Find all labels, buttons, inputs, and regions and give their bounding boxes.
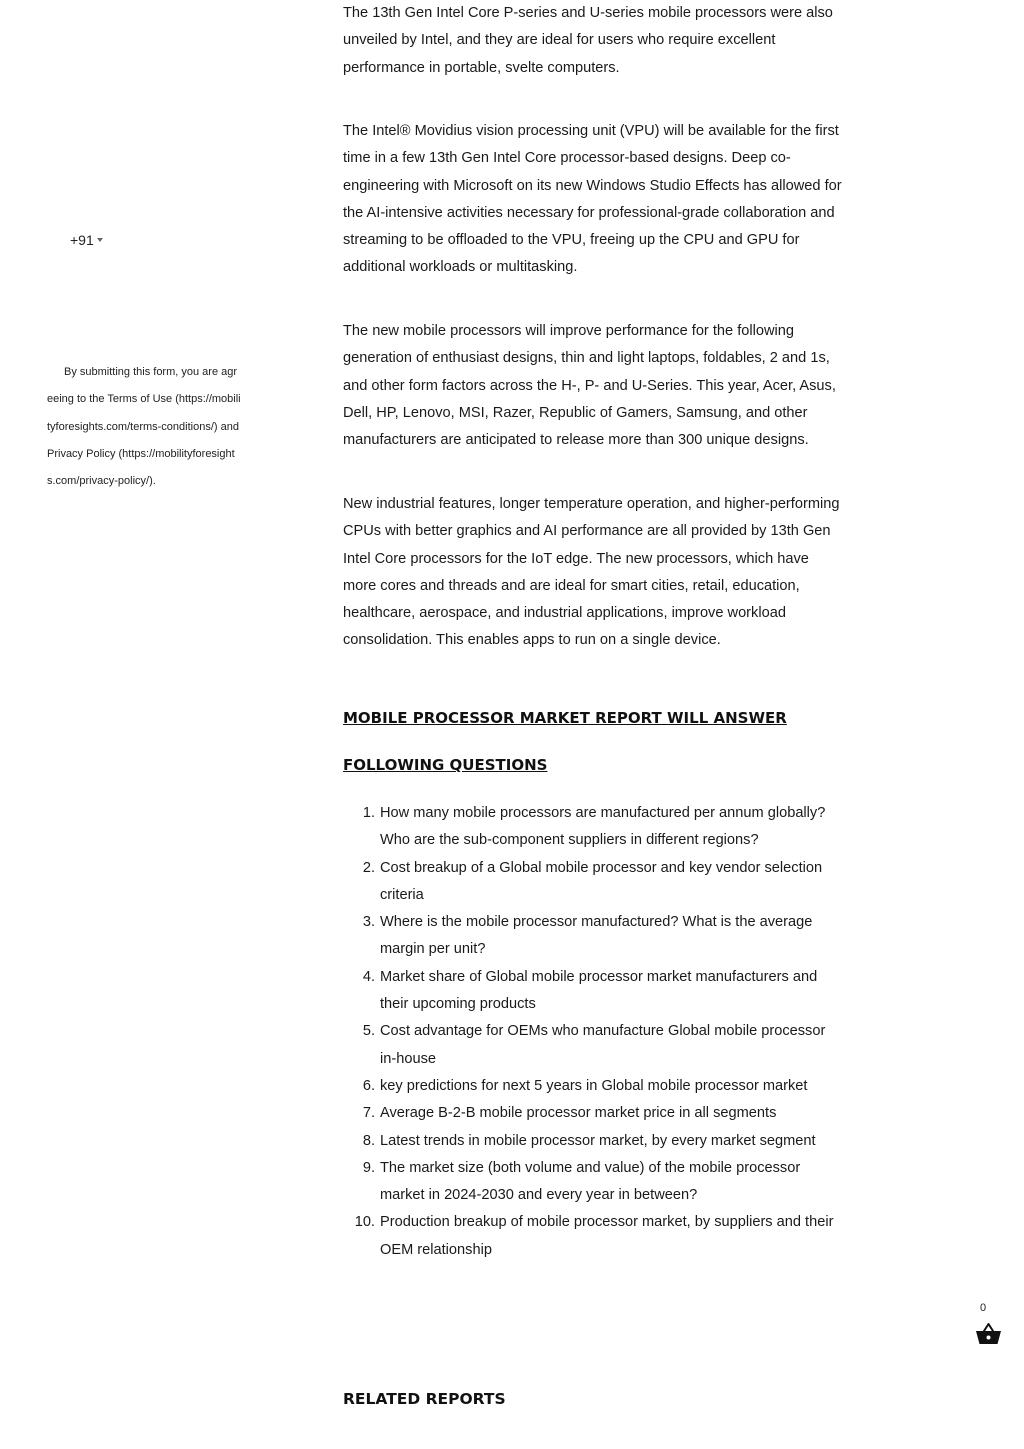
country-code-value: +91 — [70, 232, 94, 248]
question-item — [362, 1155, 843, 1210]
question-text: Production breakup of mobile processor market, by suppliers and their OEM relationship — [380, 1214, 834, 1258]
question-number: 4. — [362, 968, 375, 985]
question-text: Where is the mobile processor manufactured? What is the average margin per unit? — [380, 914, 813, 958]
article-paragraph: New industrial features, longer temperature operation, and higher-performing CPUs with better graphics and AI performance are all provided by 13th Gen Intel Core processors for the IoT edge. The new processors, which have more cores and threads and are ideal for smart cities, retail, education, healthcare, aerospace, and industrial applications, improve workload consolidation. This enables apps to run on a single device. — [343, 496, 840, 649]
cart-widget[interactable] — [968, 1300, 1008, 1350]
question-number: 10. — [354, 1214, 375, 1231]
questions-list — [343, 800, 843, 1264]
question-item — [362, 909, 843, 964]
caret-down-icon — [97, 238, 103, 242]
question-number: 9. — [362, 1159, 375, 1176]
question-text: The market size (both volume and value) of the mobile processor market in 2024-2030 and every year in between? — [380, 1159, 801, 1204]
question-text: Cost breakup of a Global mobile processor and key vendor selection criteria — [380, 859, 823, 903]
basket-icon[interactable] — [975, 1322, 1002, 1346]
question-number: 6. — [362, 1077, 375, 1094]
question-item — [362, 964, 843, 1019]
question-item — [362, 1100, 843, 1127]
cart-count-badge: 0 — [979, 1302, 987, 1314]
related-reports-heading: RELATED REPORTS — [343, 1390, 506, 1408]
questions-heading: MOBILE PROCESSOR MARKET REPORT WILL ANSWER — [343, 709, 787, 727]
question-text: Latest trends in mobile processor market, by every market segment — [380, 1132, 816, 1149]
question-text: Average B-2-B mobile processor market price in all segments — [380, 1105, 777, 1122]
question-number: 5. — [362, 1023, 375, 1040]
article-paragraph: The new mobile processors will improve performance for the following generation of enthusiast designs, thin and light laptops, foldables, 2 and 1s, and other form factors across the H-, P- and U-Series. This year, Acer, Asus, Dell, HP, Lenovo, MSI, Razer, Republic of Gamers, Samsung, and other manufacturers are anticipated to release more than 300 unique designs. — [343, 323, 836, 449]
question-text: Market share of Global mobile processor market manufacturers and their upcoming products — [380, 968, 818, 1013]
consent-notice: By submitting this form, you are agreeing to the Terms of Use (https://mobilityforesights.com/terms-conditions/) and Privacy Policy (https://mobilityforesights.com/privacy-policy/). — [47, 366, 241, 488]
question-text: Cost advantage for OEMs who manufacture Global mobile processor in-house — [380, 1023, 826, 1067]
question-number: 7. — [362, 1105, 375, 1122]
article-paragraph: The Intel® Movidius vision processing unit (VPU) will be available for the first time in a few 13th Gen Intel Core processor-based designs. Deep co-engineering with Microsoft on its new Windows Studio Effects has allowed for the AI-intensive activities necessary for professional-grade collaboration and streaming to be offloaded to the VPU, freeing up the CPU and GPU for additional workloads or multitasking. — [343, 123, 842, 276]
question-item — [362, 855, 843, 910]
question-number: 1. — [362, 805, 375, 821]
question-item — [362, 1073, 843, 1100]
question-number: 8. — [362, 1132, 375, 1149]
question-text: key predictions for next 5 years in Global mobile processor market — [380, 1077, 808, 1094]
question-text: How many mobile processors are manufactured per annum globally? Who are the sub-component suppliers in different regions? — [380, 805, 826, 849]
question-item — [362, 1018, 843, 1073]
country-code-select[interactable] — [70, 232, 103, 248]
question-item — [362, 800, 843, 855]
question-number: 2. — [362, 859, 375, 876]
article-paragraph: The 13th Gen Intel Core P-series and U-series mobile processors were also unveiled by Intel, and they are ideal for users who require excellent performance in portable, svelte computers. — [343, 5, 833, 76]
questions-heading-continued: FOLLOWING QUESTIONS — [343, 756, 548, 774]
question-item — [362, 1128, 843, 1155]
question-item — [354, 1209, 843, 1264]
question-number: 3. — [362, 914, 375, 931]
